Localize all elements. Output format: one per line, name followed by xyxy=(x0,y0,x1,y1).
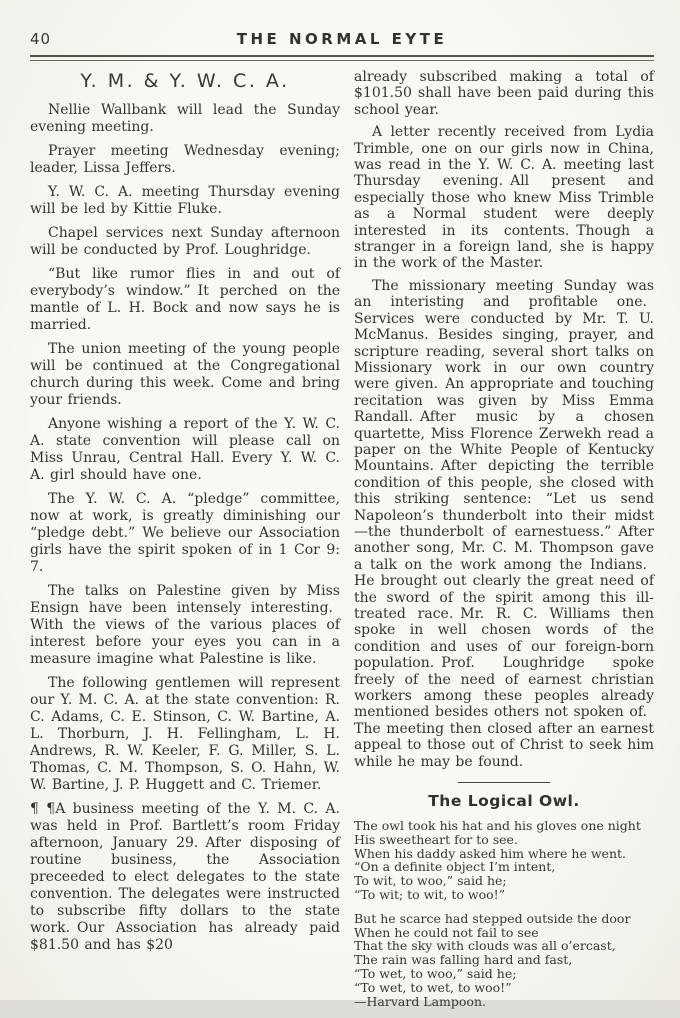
poem-line: That the sky with clouds was all o’ercast, xyxy=(354,938,616,954)
article-paragraph: The Y. W. C. A. “pledge” committee, now at work, is greatly diminishing our “pledge debt.” We believe our Association girls have the spirit spoken of in 1 Cor 9: 7. xyxy=(30,491,340,575)
poem-line: The owl took his hat and his gloves one night xyxy=(354,818,641,834)
article-paragraph: “But like rumor flies in and out of everybody’s window.” It perched on the mantle of L. H. Bock and now says he is married. xyxy=(30,266,340,333)
article-paragraph: A letter recently received from Lydia Trimble, one on our girls now in China, was read in the Y. W. C. A. meeting last Thursday evening. All present and especially those who knew Miss Trimble as a Normal student were deeply interested in its contents. Though a stranger in a foreign land, she is happy in the work of the Master. xyxy=(354,124,654,272)
page-number: 40 xyxy=(30,30,52,48)
article-paragraph: Y. W. C. A. meeting Thursday evening will be led by Kittie Fluke. xyxy=(30,184,340,217)
poem-line: But he scarce had stepped outside the door xyxy=(354,910,631,926)
article-paragraph: Prayer meeting Wednesday evening; leader, Lissa Jeffers. xyxy=(30,143,340,176)
poem-line: “On a definite object I’m intent, xyxy=(354,859,556,875)
poem-line: When his daddy asked him where he went. xyxy=(354,845,626,861)
article-paragraph: The union meeting of the young people will be continued at the Congregational church during this week. Come and bring your friends. xyxy=(30,341,340,408)
poem-line: When he could not fail to see xyxy=(354,924,539,940)
page-header xyxy=(30,30,654,48)
poem-line: The rain was falling hard and fast, xyxy=(354,952,573,968)
poem-stanza xyxy=(354,819,654,902)
poem-line: “To wet, to wet, to woo!” xyxy=(354,979,512,995)
poem-line: His sweetheart for to see. xyxy=(354,831,518,847)
poem-attribution: —Harvard Lampoon. xyxy=(354,993,486,1009)
poem-line: “To wet, to woo,” said he; xyxy=(354,966,517,982)
owl-section xyxy=(354,782,654,1008)
left-column xyxy=(30,69,340,1018)
journal-title: THE NORMAL EYTE xyxy=(236,30,448,48)
poem-line: “To wit; to wit, to woo!” xyxy=(354,887,506,903)
owl-poem xyxy=(354,819,654,1008)
left-column-paragraphs xyxy=(30,102,340,954)
article-paragraph: The talks on Palestine given by Miss Ensign have been intensely interesting. With the views of the various places of interest before your eyes you can in a measure imagine what Palestine is like. xyxy=(30,583,340,667)
article-paragraph: The following gentlemen will represent our Y. M. C. A. at the state convention: R. C. Adams, C. E. Stinson, C. W. Bartine, A. L. Thorburn, J. H. Fellingham, L. H. Andrews, R. W. Keeler, F. G. Miller, S. L. Thomas, C. M. Thompson, S. O. Hahn, W. W. Bartine, J. P. Huggett and C. Triemer. xyxy=(30,675,340,793)
article-paragraph: Chapel services next Sunday afternoon will be conducted by Prof. Loughridge. xyxy=(30,225,340,258)
article-paragraph: Anyone wishing a report of the Y. W. C. A. state convention will please call on Miss Unrau, Central Hall. Every Y. W. C. A. girl should have one. xyxy=(30,416,340,483)
poem-line: To wit, to woo,” said he; xyxy=(354,873,507,889)
article-paragraph: The missionary meeting Sunday was an interisting and profitable one. Services were conducted by Mr. T. U. McManus. Besides singing, prayer, and scripture reading, several short talks on Missionary work in our own country were given. An appropriate and touching recitation was given by Miss Emma Randall. After music by a chosen quartette, Miss Florence Zerwekh read a paper on the White People of Kentucky Mountains. After depicting the terrible condition of this people, she closed with this striking sentence: “Let us send Napoleon’s thunderbolt into their midst—the thunderbolt of earnestuess.” After another song, Mr. C. M. Thompson gave a talk on the work among the Indians. He brought out clearly the great need of the sword of the spirit among this ill-treated race. Mr. R. C. Williams then spoke in well chosen words of the condition and uses of our foreign-born population. Prof. Loughridge spoke freely of the need of earnest christian workers among these peoples already mentioned besides others not spoken of. The meeting then closed after an earnest appeal to those out of Christ to seek him while he may be found. xyxy=(354,277,654,770)
poem-stanza xyxy=(354,912,654,1009)
owl-section-divider xyxy=(458,782,550,783)
article-paragraph: ¶ ¶A business meeting of the Y. M. C. A. was held in Prof. Bartlett’s room Friday afternoon, January 29. After disposing of routine business, the Association preceeded to elect delegates to the state convention. The delegates were instructed to subscribe fifty dollars to the state work. Our Association has already paid $81.50 and has $20 xyxy=(30,801,340,953)
right-column xyxy=(354,69,654,1018)
section-heading-ym-ywca: Y. M. & Y. W. C. A. xyxy=(80,70,290,92)
article-paragraph: already subscribed making a total of $101.50 shall have been paid during this school year. xyxy=(354,69,654,118)
right-column-paragraphs xyxy=(354,69,654,770)
article-columns xyxy=(30,69,654,1018)
article-paragraph: Nellie Wallbank will lead the Sunday evening meeting. xyxy=(30,102,340,135)
owl-heading: The Logical Owl. xyxy=(428,792,580,811)
header-rule xyxy=(30,55,654,61)
